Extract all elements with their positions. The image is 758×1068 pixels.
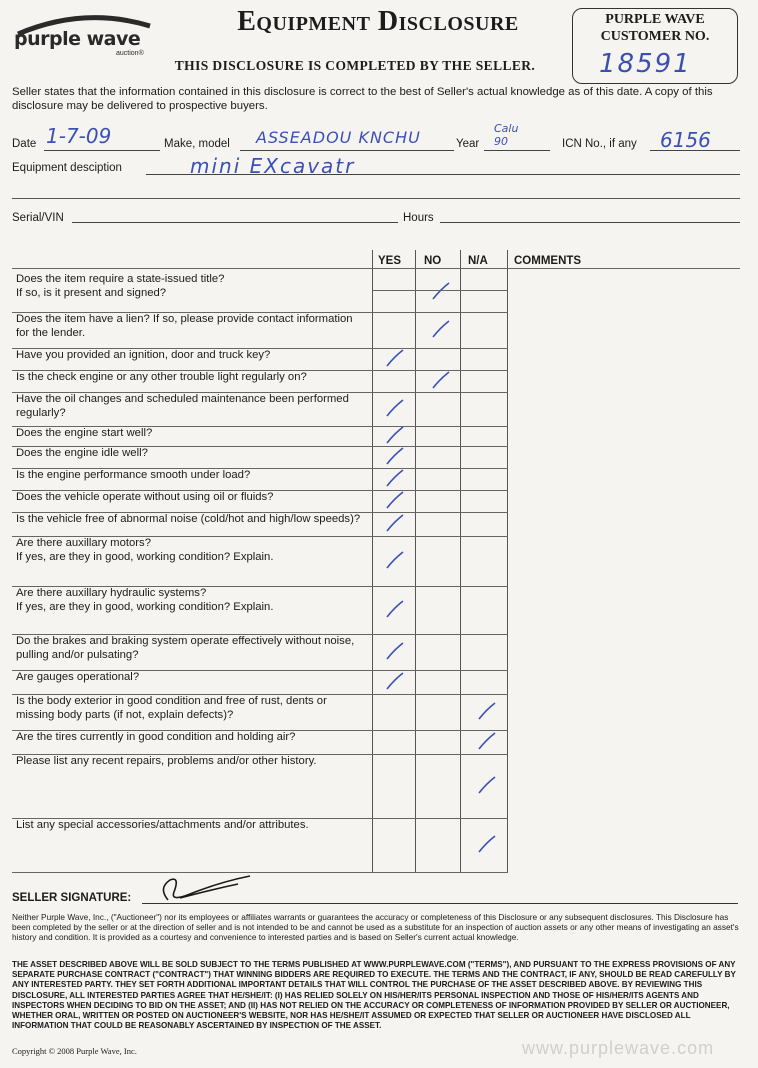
question-text: Is the check engine or any other trouble light regularly on? (16, 371, 307, 383)
question-text: Is the vehicle free of abnormal noise (cold/hot and high/low speeds)? (16, 513, 361, 525)
question-text: Have the oil changes and scheduled maintenance been performed regularly? (16, 393, 349, 419)
customer-label-2: CUSTOMER NO. (600, 29, 710, 44)
customer-label-1: PURPLE WAVE (605, 12, 705, 27)
make-line (240, 150, 454, 151)
seller-signature[interactable] (150, 868, 260, 908)
checkmark-yes-icon[interactable] (384, 598, 406, 620)
header-underline (12, 268, 740, 269)
serial-line (72, 222, 398, 223)
purple-wave-logo (8, 10, 158, 60)
checkmark-na-icon[interactable] (476, 730, 498, 752)
question-text: Have you provided an ignition, door and truck key? (16, 349, 271, 361)
make-field[interactable]: ASSEADOU KNCHU (256, 128, 421, 147)
checkmark-yes-icon[interactable] (384, 347, 406, 369)
checkmark-yes-icon[interactable] (384, 467, 406, 489)
hours-line (440, 222, 740, 223)
serial-label: Serial/VIN (12, 212, 64, 224)
checkmark-yes-icon[interactable] (384, 549, 406, 571)
na-col-line (460, 250, 461, 872)
icn-label: ICN No., if any (562, 138, 637, 150)
checkmark-yes-icon[interactable] (384, 489, 406, 511)
page-title: Equipment Disclosure (237, 6, 519, 37)
date-line (44, 150, 160, 151)
question-text: Is the engine performance smooth under load? (16, 469, 251, 481)
question-text: Are there auxillary motors? If yes, are they in good, working condition? Explain. (16, 537, 274, 563)
checkmark-yes-icon[interactable] (384, 445, 406, 467)
checkmark-na-icon[interactable] (476, 700, 498, 722)
question-text: Are the tires currently in good condition and holding air? (16, 731, 296, 743)
comments-col-line (507, 250, 508, 872)
question-text: Does the engine idle well? (16, 447, 148, 459)
customer-number[interactable]: 18591 (599, 49, 692, 79)
checkmark-yes-icon[interactable] (384, 670, 406, 692)
checkmark-yes-icon[interactable] (384, 640, 406, 662)
checkmark-na-icon[interactable] (476, 833, 498, 855)
row-sub-divider (372, 290, 508, 291)
checkmark-no-icon[interactable] (430, 369, 452, 391)
icn-field[interactable]: 6156 (660, 128, 711, 152)
disclaimer-text: Neither Purple Wave, Inc., ("Auctioneer") nor its employees or affiliates warrants or guarantees the accuracy or completeness of this Disclosure or any subsequent disclosures. This Disclosure has been completed by the seller or at the direction of seller and is not intended to be and cannot be used as a substitute for an inspection of auction assets or any other means of investigating an asset's history and condition. It is provided as a courtesy and convenience to interested parties and is based on Seller's current actual knowledge. (12, 912, 739, 942)
desc-label: Equipment desciption (12, 162, 122, 174)
header-comments: COMMENTS (514, 255, 582, 267)
question-text: Is the body exterior in good condition and free of rust, dents or missing body parts (if not, explain defects)? (16, 695, 327, 721)
no-col-line (415, 250, 416, 872)
checkmark-na-icon[interactable] (476, 774, 498, 796)
question-text: Does the item require a state-issued title? If so, is it present and signed? (16, 273, 225, 299)
checkmark-no-icon[interactable] (430, 280, 452, 302)
question-text: List any special accessories/attachments and/or attributes. (16, 819, 309, 831)
question-text: Does the engine start well? (16, 427, 153, 439)
checkmark-yes-icon[interactable] (384, 397, 406, 419)
signature-label: SELLER SIGNATURE: (12, 892, 132, 904)
logo-sub: auction® (116, 50, 144, 57)
checkmark-no-icon[interactable] (430, 318, 452, 340)
header-no: NO (424, 255, 442, 267)
question-text: Are gauges operational? (16, 671, 140, 683)
checkmark-yes-icon[interactable] (384, 512, 406, 534)
customer-number-box (572, 8, 738, 84)
question-text: Does the item have a lien? If so, please provide contact information for the lender. (16, 313, 353, 339)
logo-name: purple wave (14, 28, 141, 50)
legal-text: THE ASSET DESCRIBED ABOVE WILL BE SOLD SUBJECT TO THE TERMS PUBLISHED AT WWW.PURPLEWAVE.COM ("TERMS"), AND PURSUANT TO THE EXPRESS PROVISIONS OF ANY SEPARATE PURCHASE CONTRACT ("CONTRACT") THAT WINNING BIDDERS ARE REQUIRED TO EXECUTE. THE TERMS AND THE CONTRACT, IF ANY, SHOULD BE READ CAREFULLY BY ANY INTERESTED PARTY. THEY SET FORTH ADDITIONAL IMPORTANT DETAILS THAT WILL CONTROL THE PURCHASE OF THE ASSET DESCRIBED ABOVE. BY REVIEWING THIS DISCLOSURE, ALL INTERESTED PARTIES AGREE THAT HE/SHE/IT: (I) HAS RELIED SOLELY ON HIS/HER/ITS PERSONAL INSPECTION AND THOSE OF HIS/HER/ITS AGENTS AND INSPECTORS WHEN DECIDING TO BID ON THE ASSET; AND (II) HAS NOT RELIED ON THE ACCURACY OR COMPLETENESS OF INFORMATION PROVIDED BY SELLER OR AUCTIONEER, WHETHER ORAL, WRITTEN OR POSTED ON AUCTIONEER'S WEBSITE, NOR HAS HE/SHE/IT ASSUMED OR EXPECTED THAT SELLER OR AUCTIONEER HAVE DISCLOSED ALL INFORMATION THAT COULD BE REASONABLY ASCERTAINED BY INSPECTION OF THE ASSET. (12, 960, 736, 1031)
copyright: Copyright © 2008 Purple Wave, Inc. (12, 1046, 137, 1056)
question-text: Does the vehicle operate without using oil or fluids? (16, 491, 274, 503)
make-label: Make, model (164, 138, 230, 150)
question-text: Do the brakes and braking system operate effectively without noise, pulling and/or pulsating? (16, 635, 355, 661)
year-label: Year (456, 138, 480, 150)
checkmark-yes-icon[interactable] (384, 424, 406, 446)
date-label: Date (12, 138, 37, 150)
header-yes: YES (378, 255, 402, 267)
year-line (484, 150, 550, 151)
watermark: www.purplewave.com (522, 1038, 715, 1058)
desc-field[interactable]: mini EXcavatr (190, 154, 356, 178)
yes-col-line (372, 250, 373, 872)
row-divider (12, 872, 508, 873)
hours-label: Hours (403, 212, 434, 224)
header-na: N/A (468, 255, 488, 267)
intro-text: Seller states that the information contained in this disclosure is correct to the best of Seller's actual knowledge as of this date. A copy of this disclosure may be delivered to prospective buyers. (12, 86, 713, 112)
date-field[interactable]: 1-7-09 (46, 124, 112, 148)
year-field[interactable]: Calu 90 (494, 122, 519, 148)
question-text: Are there auxillary hydraulic systems? If yes, are they in good, working condition? Explain. (16, 587, 274, 613)
page-subtitle: THIS DISCLOSURE IS COMPLETED BY THE SELLER. (174, 58, 536, 73)
blank-line (12, 198, 740, 199)
question-text: Please list any recent repairs, problems and/or other history. (16, 755, 317, 767)
